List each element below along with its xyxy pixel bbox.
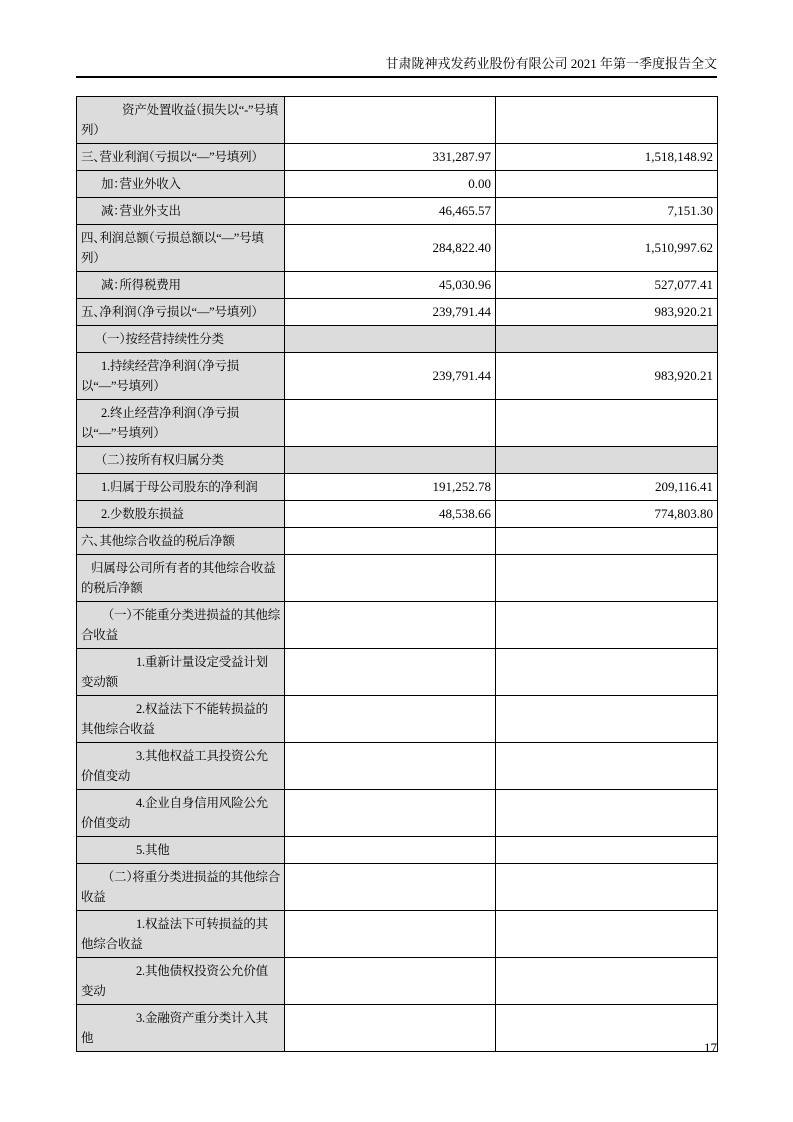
row-value-cell bbox=[496, 743, 718, 790]
row-label-cell bbox=[77, 602, 285, 649]
row-value-cell: 45,030.96 bbox=[285, 272, 496, 299]
row-value-cell bbox=[285, 555, 496, 602]
row-label-cell bbox=[77, 696, 285, 743]
row-value-cell: 1,518,148.92 bbox=[496, 144, 718, 171]
table-row bbox=[77, 958, 718, 1005]
row-value-cell: 0.00 bbox=[285, 171, 496, 198]
row-label-cell bbox=[77, 837, 285, 864]
row-label-cell bbox=[77, 272, 285, 299]
row-label: 减：所得税费用 bbox=[101, 278, 181, 292]
table-row bbox=[77, 528, 718, 555]
row-label: （一）不能重分类进损益的其他综合收益 bbox=[81, 608, 281, 642]
row-label: 六、其他综合收益的税后净额 bbox=[81, 534, 235, 548]
row-value-cell bbox=[496, 555, 718, 602]
row-value-cell: 983,920.21 bbox=[496, 299, 718, 326]
row-value-cell bbox=[496, 790, 718, 837]
row-value-cell: 46,465.57 bbox=[285, 198, 496, 225]
row-label-cell bbox=[77, 1005, 285, 1052]
table-row bbox=[77, 144, 718, 171]
row-value-cell: 774,803.80 bbox=[496, 501, 718, 528]
row-value-cell bbox=[285, 1005, 496, 1052]
row-label-cell bbox=[77, 911, 285, 958]
row-label: 2.终止经营净利润（净亏损以“—”号填列） bbox=[81, 406, 240, 440]
row-label-cell bbox=[77, 225, 285, 272]
row-label-cell bbox=[77, 144, 285, 171]
row-label: 减：营业外支出 bbox=[101, 204, 181, 218]
table-row bbox=[77, 864, 718, 911]
row-value-cell bbox=[285, 400, 496, 447]
row-value-cell bbox=[496, 696, 718, 743]
income-statement-table bbox=[76, 96, 718, 1052]
table-row bbox=[77, 649, 718, 696]
row-value-cell bbox=[496, 1005, 718, 1052]
row-value-cell bbox=[496, 958, 718, 1005]
row-label-cell bbox=[77, 474, 285, 501]
row-value-cell bbox=[496, 171, 718, 198]
row-label: 2.少数股东损益 bbox=[101, 507, 184, 521]
table-row bbox=[77, 1005, 718, 1052]
row-value-cell bbox=[496, 649, 718, 696]
row-label: 四、利润总额（亏损总额以“—”号填列） bbox=[81, 231, 264, 265]
row-label: 1.重新计量设定受益计划变动额 bbox=[81, 655, 268, 689]
row-label: （一）按经营持续性分类 bbox=[101, 332, 224, 346]
row-label: 三、营业利润（亏损以“—”号填列） bbox=[81, 150, 258, 164]
row-value-cell bbox=[496, 528, 718, 555]
row-label-cell bbox=[77, 555, 285, 602]
row-value-cell bbox=[496, 911, 718, 958]
table-row bbox=[77, 790, 718, 837]
row-value-cell bbox=[496, 400, 718, 447]
row-label: 2.权益法下不能转损益的其他综合收益 bbox=[81, 702, 268, 736]
row-value-cell bbox=[285, 837, 496, 864]
row-value-cell bbox=[285, 447, 496, 474]
table-row bbox=[77, 911, 718, 958]
table-row bbox=[77, 696, 718, 743]
row-value-cell bbox=[285, 696, 496, 743]
table-row bbox=[77, 198, 718, 225]
row-label-cell bbox=[77, 743, 285, 790]
row-value-cell bbox=[285, 602, 496, 649]
row-label-cell bbox=[77, 501, 285, 528]
row-label-cell bbox=[77, 790, 285, 837]
table-row bbox=[77, 400, 718, 447]
row-value-cell: 983,920.21 bbox=[496, 353, 718, 400]
row-label: 3.其他权益工具投资公允价值变动 bbox=[81, 749, 268, 783]
row-label: 加：营业外收入 bbox=[101, 177, 181, 191]
row-value-cell bbox=[496, 97, 718, 144]
row-value-cell bbox=[496, 602, 718, 649]
row-label: 1.持续经营净利润（净亏损以“—”号填列） bbox=[81, 359, 240, 393]
row-label: 1.归属于母公司股东的净利润 bbox=[101, 480, 258, 494]
table-row bbox=[77, 353, 718, 400]
row-value-cell: 284,822.40 bbox=[285, 225, 496, 272]
row-label: （二）按所有权归属分类 bbox=[101, 453, 224, 467]
table-row bbox=[77, 171, 718, 198]
table-row bbox=[77, 97, 718, 144]
income-statement-table-body bbox=[77, 97, 718, 1052]
table-row bbox=[77, 225, 718, 272]
table-row bbox=[77, 743, 718, 790]
row-label-cell bbox=[77, 864, 285, 911]
table-row bbox=[77, 555, 718, 602]
row-value-cell bbox=[285, 911, 496, 958]
table-row bbox=[77, 602, 718, 649]
table-row bbox=[77, 501, 718, 528]
row-value-cell: 48,538.66 bbox=[285, 501, 496, 528]
row-label-cell bbox=[77, 353, 285, 400]
row-value-cell bbox=[285, 97, 496, 144]
row-value-cell bbox=[285, 326, 496, 353]
row-label-cell bbox=[77, 198, 285, 225]
row-value-cell bbox=[496, 326, 718, 353]
table-row bbox=[77, 447, 718, 474]
table-row bbox=[77, 837, 718, 864]
row-label-cell bbox=[77, 649, 285, 696]
row-value-cell bbox=[285, 528, 496, 555]
row-value-cell bbox=[496, 864, 718, 911]
row-value-cell bbox=[285, 649, 496, 696]
row-label: 4.企业自身信用风险公允价值变动 bbox=[81, 796, 268, 830]
table-row bbox=[77, 326, 718, 353]
row-value-cell bbox=[285, 958, 496, 1005]
header-divider bbox=[76, 76, 717, 78]
row-label-cell bbox=[77, 447, 285, 474]
row-value-cell bbox=[496, 447, 718, 474]
table-row bbox=[77, 474, 718, 501]
row-label: 资产处置收益（损失以“-”号填列） bbox=[81, 103, 279, 137]
row-value-cell: 527,077.41 bbox=[496, 272, 718, 299]
row-label-cell bbox=[77, 171, 285, 198]
row-label: 5.其他 bbox=[136, 843, 170, 857]
report-header-title: 甘肃陇神戎发药业股份有限公司 2021 年第一季度报告全文 bbox=[385, 56, 717, 71]
row-value-cell bbox=[285, 790, 496, 837]
row-value-cell bbox=[285, 743, 496, 790]
row-value-cell: 191,252.78 bbox=[285, 474, 496, 501]
row-value-cell: 239,791.44 bbox=[285, 299, 496, 326]
row-label: 1.权益法下可转损益的其他综合收益 bbox=[81, 917, 268, 951]
row-label-cell bbox=[77, 326, 285, 353]
row-value-cell: 331,287.97 bbox=[285, 144, 496, 171]
row-label: 五、净利润（净亏损以“—”号填列） bbox=[81, 305, 258, 319]
row-label-cell bbox=[77, 299, 285, 326]
row-value-cell: 209,116.41 bbox=[496, 474, 718, 501]
row-label: 归属母公司所有者的其他综合收益的税后净额 bbox=[81, 561, 276, 595]
row-value-cell: 7,151.30 bbox=[496, 198, 718, 225]
row-value-cell: 1,510,997.62 bbox=[496, 225, 718, 272]
row-label-cell bbox=[77, 97, 285, 144]
table-row bbox=[77, 272, 718, 299]
row-label: 2.其他债权投资公允价值变动 bbox=[81, 964, 268, 998]
row-value-cell: 239,791.44 bbox=[285, 353, 496, 400]
page-number: 17 bbox=[704, 1040, 717, 1055]
row-value-cell bbox=[285, 864, 496, 911]
row-label: 3.金融资产重分类计入其他 bbox=[81, 1011, 268, 1045]
row-label-cell bbox=[77, 400, 285, 447]
row-label: （二）将重分类进损益的其他综合收益 bbox=[81, 870, 281, 904]
table-row bbox=[77, 299, 718, 326]
row-value-cell bbox=[496, 837, 718, 864]
row-label-cell bbox=[77, 528, 285, 555]
row-label-cell bbox=[77, 958, 285, 1005]
